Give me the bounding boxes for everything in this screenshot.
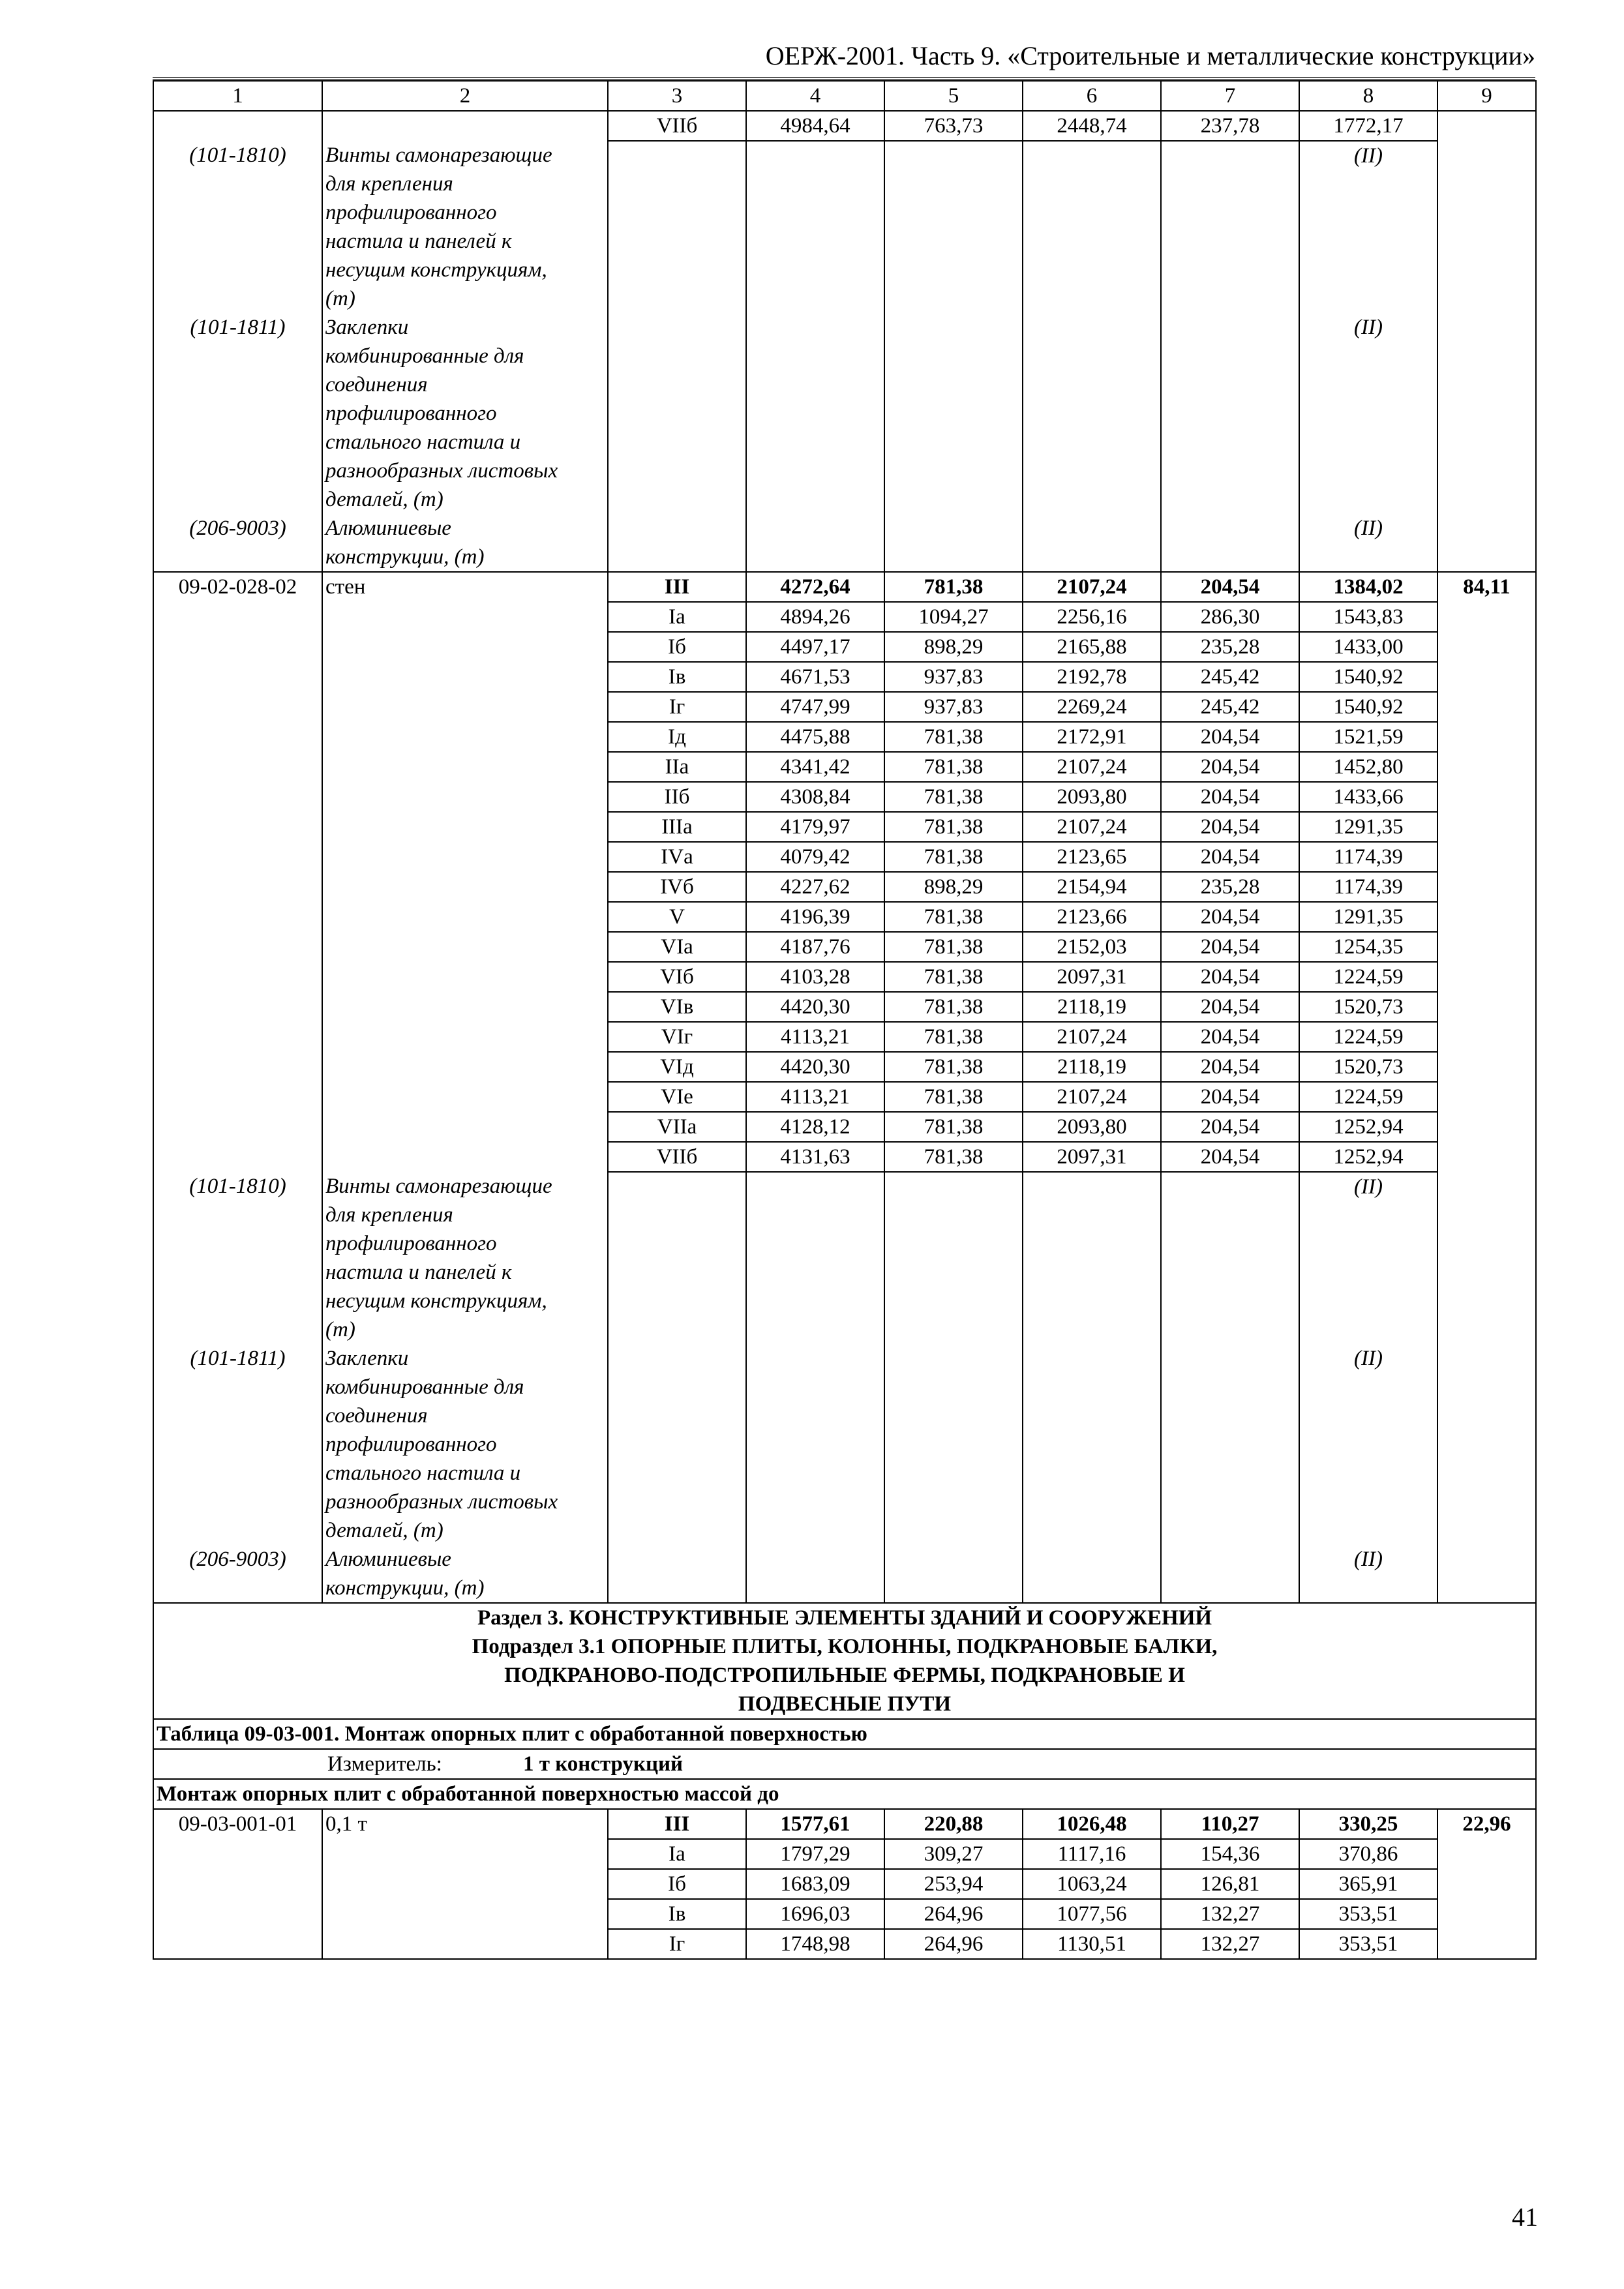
value-cell: 1254,35 (1299, 932, 1437, 962)
column-number: 4 (746, 81, 884, 111)
zone-cell: Iб (608, 632, 746, 662)
page-header-title: ОЕРЖ-2001. Часть 9. «Строительные и металлические конструкции» (765, 41, 1535, 70)
material-name-line: соединения (325, 1404, 428, 1428)
material-mark: (II) (1299, 1172, 1437, 1344)
empty-cell (1437, 111, 1536, 141)
value-cell: 781,38 (884, 1022, 1023, 1052)
value-cell: 2448,74 (1023, 111, 1161, 141)
empty-cell (1023, 1545, 1161, 1603)
empty-cell (1161, 1545, 1299, 1603)
zone-cell: Iв (608, 1899, 746, 1929)
value-cell: 204,54 (1161, 1112, 1299, 1142)
table-row (153, 111, 1536, 141)
value-cell: 237,78 (1161, 111, 1299, 141)
material-name-line: соединения (325, 373, 428, 396)
section-title-row (153, 1603, 1536, 1719)
material-name (322, 1545, 608, 1603)
value-cell: 2093,80 (1023, 1112, 1161, 1142)
material-name-line: конструкции, (т) (325, 545, 485, 569)
material-name-line: Винты самонарезающие (325, 143, 552, 167)
value-cell: 286,30 (1161, 602, 1299, 632)
value-cell: 132,27 (1161, 1929, 1299, 1959)
value-cell: 1433,66 (1299, 782, 1437, 812)
empty-cell (1161, 313, 1299, 514)
material-code: (101-1810) (153, 141, 322, 313)
value-cell: 4079,42 (746, 842, 884, 872)
value-cell: 937,83 (884, 692, 1023, 722)
material-name-line: деталей, (т) (325, 1519, 444, 1542)
empty-cell (1437, 1545, 1536, 1603)
column-number: 1 (153, 81, 322, 111)
column-number: 6 (1023, 81, 1161, 111)
value-cell: 110,27 (1161, 1809, 1299, 1839)
value-cell: 1452,80 (1299, 752, 1437, 782)
material-name-line: комбинированные для (325, 1375, 524, 1399)
empty-cell (1437, 1172, 1536, 1344)
value-cell: 2192,78 (1023, 662, 1161, 692)
empty-cell (884, 514, 1023, 572)
value-cell: 309,27 (884, 1839, 1023, 1869)
value-cell: 898,29 (884, 632, 1023, 662)
value-cell: 781,38 (884, 932, 1023, 962)
material-mark: (II) (1299, 1344, 1437, 1545)
value-cell: 253,94 (884, 1869, 1023, 1899)
value-cell: 1224,59 (1299, 1082, 1437, 1112)
value-cell: 4420,30 (746, 1052, 884, 1082)
value-cell: 1063,24 (1023, 1869, 1161, 1899)
zone-cell: Iг (608, 1929, 746, 1959)
value-cell: 2256,16 (1023, 602, 1161, 632)
empty-cell (884, 313, 1023, 514)
value-cell: 1077,56 (1023, 1899, 1161, 1929)
empty-cell (608, 313, 746, 514)
section-title-line: ПОДКРАНОВО-ПОДСТРОПИЛЬНЫЕ ФЕРМЫ, ПОДКРАНОВЫЕ И (504, 1664, 1185, 1687)
material-code: (101-1810) (153, 1172, 322, 1344)
material-mark: (II) (1299, 141, 1437, 313)
value-cell: 2107,24 (1023, 752, 1161, 782)
empty-cell (1161, 1344, 1299, 1545)
zone-cell: IIа (608, 752, 746, 782)
material-name-line: (т) (325, 287, 355, 310)
value-cell: 1174,39 (1299, 842, 1437, 872)
page-header (153, 37, 1535, 80)
zone-cell: VIв (608, 992, 746, 1022)
material-name-line: стального настила и (325, 1461, 521, 1485)
subheading-row (153, 1779, 1536, 1809)
table-row (153, 1809, 1536, 1839)
value-cell: 1224,59 (1299, 1022, 1437, 1052)
zone-cell: VIе (608, 1082, 746, 1112)
material-code: (206-9003) (153, 514, 322, 572)
material-mark: (II) (1299, 1545, 1437, 1603)
value-cell: 1433,00 (1299, 632, 1437, 662)
table-title: Таблица 09-03-001. Монтаж опорных плит с обработанной поверхностью (153, 1719, 1536, 1749)
zone-cell: VIд (608, 1052, 746, 1082)
value-cell: 370,86 (1299, 1839, 1437, 1869)
material-name-line: разнообразных листовых (325, 1490, 558, 1514)
table-title-row (153, 1719, 1536, 1749)
value-cell: 204,54 (1161, 992, 1299, 1022)
material-name-line: деталей, (т) (325, 488, 444, 511)
value-cell: 204,54 (1161, 722, 1299, 752)
material-name-line: комбинированные для (325, 344, 524, 368)
column-number: 7 (1161, 81, 1299, 111)
value-cell: 4113,21 (746, 1022, 884, 1052)
value-cell: 204,54 (1161, 902, 1299, 932)
empty-cell (1437, 313, 1536, 514)
material-code: (101-1811) (153, 313, 322, 514)
zone-cell: VIб (608, 962, 746, 992)
value-cell: 204,54 (1161, 962, 1299, 992)
value-cell: 4341,42 (746, 752, 884, 782)
page-number: 41 (1512, 2202, 1538, 2232)
value-cell: 353,51 (1299, 1929, 1437, 1959)
value-cell: 781,38 (884, 992, 1023, 1022)
value-cell: 781,38 (884, 962, 1023, 992)
zone-cell: VIIб (608, 111, 746, 141)
zone-cell: Iг (608, 692, 746, 722)
value-cell: 2123,66 (1023, 902, 1161, 932)
value-cell: 1540,92 (1299, 692, 1437, 722)
value-cell: 132,27 (1161, 1899, 1299, 1929)
value-cell: 154,36 (1161, 1839, 1299, 1869)
value-cell: 4227,62 (746, 872, 884, 902)
zone-cell: VIа (608, 932, 746, 962)
empty-cell (1161, 1172, 1299, 1344)
value-cell: 1094,27 (884, 602, 1023, 632)
empty-cell (1023, 313, 1161, 514)
empty-cell (1023, 1344, 1161, 1545)
empty-cell (884, 141, 1023, 313)
rate-total: 22,96 (1437, 1809, 1536, 1959)
measure-value: 1 т конструкций (523, 1752, 684, 1776)
zone-cell: III (608, 572, 746, 602)
value-cell: 365,91 (1299, 1869, 1437, 1899)
value-cell: 4497,17 (746, 632, 884, 662)
material-code: (206-9003) (153, 1545, 322, 1603)
value-cell: 2107,24 (1023, 1082, 1161, 1112)
material-name-line: Алюминиевые (325, 516, 451, 540)
rate-code: 09-03-001-01 (153, 1809, 322, 1959)
value-cell: 1384,02 (1299, 572, 1437, 602)
material-name (322, 1172, 608, 1344)
empty-cell (746, 1545, 884, 1603)
empty-cell (608, 514, 746, 572)
value-cell: 1683,09 (746, 1869, 884, 1899)
empty-cell (1161, 514, 1299, 572)
zone-cell: IIIа (608, 812, 746, 842)
material-name (322, 313, 608, 514)
material-name-line: профилированного (325, 402, 497, 425)
material-name-line: профилированного (325, 201, 497, 224)
material-name (322, 141, 608, 313)
zone-cell: Iв (608, 662, 746, 692)
value-cell: 204,54 (1161, 1082, 1299, 1112)
material-name-line: несущим конструкциям, (325, 1289, 547, 1313)
value-cell: 781,38 (884, 722, 1023, 752)
measure-row (153, 1749, 1536, 1779)
value-cell: 2269,24 (1023, 692, 1161, 722)
value-cell: 2152,03 (1023, 932, 1161, 962)
material-row (153, 514, 1536, 572)
value-cell: 4475,88 (746, 722, 884, 752)
empty-cell (608, 1172, 746, 1344)
column-number: 8 (1299, 81, 1437, 111)
empty-cell (1437, 1344, 1536, 1545)
material-name-line: Заклепки (325, 1347, 409, 1370)
value-cell: 204,54 (1161, 572, 1299, 602)
value-cell: 264,96 (884, 1899, 1023, 1929)
value-cell: 1252,94 (1299, 1112, 1437, 1142)
value-cell: 4420,30 (746, 992, 884, 1022)
material-name-line: (т) (325, 1318, 355, 1341)
value-cell: 2123,65 (1023, 842, 1161, 872)
material-name (322, 1344, 608, 1545)
material-name-line: конструкции, (т) (325, 1576, 485, 1600)
empty-cell (153, 111, 322, 141)
value-cell: 781,38 (884, 902, 1023, 932)
zone-cell: Iа (608, 602, 746, 632)
value-cell: 2107,24 (1023, 1022, 1161, 1052)
section-title-line: Подраздел 3.1 ОПОРНЫЕ ПЛИТЫ, КОЛОННЫ, ПОДКРАНОВЫЕ БАЛКИ, (472, 1635, 1218, 1658)
value-cell: 330,25 (1299, 1809, 1437, 1839)
value-cell: 1543,83 (1299, 602, 1437, 632)
value-cell: 1117,16 (1023, 1839, 1161, 1869)
empty-cell (884, 1172, 1023, 1344)
value-cell: 4984,64 (746, 111, 884, 141)
empty-cell (608, 141, 746, 313)
column-number: 5 (884, 81, 1023, 111)
value-cell: 4671,53 (746, 662, 884, 692)
empty-cell (322, 111, 608, 141)
empty-cell (1437, 141, 1536, 313)
value-cell: 4113,21 (746, 1082, 884, 1112)
column-number: 3 (608, 81, 746, 111)
material-name (322, 514, 608, 572)
measure-label: Измеритель: (327, 1752, 442, 1776)
value-cell: 1520,73 (1299, 992, 1437, 1022)
empty-cell (1023, 514, 1161, 572)
material-name-line: разнообразных листовых (325, 459, 558, 483)
rate-code: 09-02-028-02 (153, 572, 322, 1172)
value-cell: 781,38 (884, 812, 1023, 842)
zone-cell: III (608, 1809, 746, 1839)
empty-cell (1023, 141, 1161, 313)
value-cell: 781,38 (884, 1052, 1023, 1082)
value-cell: 1521,59 (1299, 722, 1437, 752)
material-row (153, 1344, 1536, 1545)
material-name-line: настила и панелей к (325, 1261, 512, 1284)
empty-cell (746, 514, 884, 572)
material-name-line: Заклепки (325, 316, 409, 339)
value-cell: 220,88 (884, 1809, 1023, 1839)
material-name-line: для крепления (325, 172, 453, 196)
material-name-line: профилированного (325, 1433, 497, 1456)
value-cell: 204,54 (1161, 1022, 1299, 1052)
subheading: Монтаж опорных плит с обработанной поверхностью массой до (153, 1779, 1536, 1809)
value-cell: 2107,24 (1023, 812, 1161, 842)
value-cell: 1696,03 (746, 1899, 884, 1929)
column-number: 2 (322, 81, 608, 111)
zone-cell: IVб (608, 872, 746, 902)
material-name-line: Винты самонарезающие (325, 1174, 552, 1198)
table-row (153, 572, 1536, 602)
value-cell: 1130,51 (1023, 1929, 1161, 1959)
material-row (153, 141, 1536, 313)
zone-cell: Iд (608, 722, 746, 752)
empty-cell (608, 1545, 746, 1603)
zone-cell: Iа (608, 1839, 746, 1869)
value-cell: 2165,88 (1023, 632, 1161, 662)
zone-cell: IIб (608, 782, 746, 812)
value-cell: 204,54 (1161, 782, 1299, 812)
value-cell: 204,54 (1161, 842, 1299, 872)
zone-cell: Iб (608, 1869, 746, 1899)
value-cell: 245,42 (1161, 692, 1299, 722)
value-cell: 2172,91 (1023, 722, 1161, 752)
rate-total: 84,11 (1437, 572, 1536, 1172)
value-cell: 1797,29 (746, 1839, 884, 1869)
value-cell: 204,54 (1161, 1142, 1299, 1172)
section-title (153, 1603, 1536, 1719)
empty-cell (1023, 1172, 1161, 1344)
material-code: (101-1811) (153, 1344, 322, 1545)
value-cell: 4196,39 (746, 902, 884, 932)
zone-cell: VIIб (608, 1142, 746, 1172)
material-mark: (II) (1299, 514, 1437, 572)
value-cell: 353,51 (1299, 1899, 1437, 1929)
value-cell: 4747,99 (746, 692, 884, 722)
value-cell: 1224,59 (1299, 962, 1437, 992)
value-cell: 2107,24 (1023, 572, 1161, 602)
value-cell: 2154,94 (1023, 872, 1161, 902)
value-cell: 4103,28 (746, 962, 884, 992)
value-cell: 781,38 (884, 572, 1023, 602)
value-cell: 235,28 (1161, 872, 1299, 902)
empty-cell (884, 1344, 1023, 1545)
value-cell: 2118,19 (1023, 992, 1161, 1022)
value-cell: 204,54 (1161, 1052, 1299, 1082)
value-cell: 1748,98 (746, 1929, 884, 1959)
value-cell: 2118,19 (1023, 1052, 1161, 1082)
rate-name: стен (322, 572, 608, 1172)
value-cell: 204,54 (1161, 932, 1299, 962)
value-cell: 781,38 (884, 752, 1023, 782)
value-cell: 4894,26 (746, 602, 884, 632)
value-cell: 126,81 (1161, 1869, 1299, 1899)
empty-cell (746, 1172, 884, 1344)
value-cell: 4179,97 (746, 812, 884, 842)
value-cell: 781,38 (884, 1142, 1023, 1172)
empty-cell (608, 1344, 746, 1545)
value-cell: 2097,31 (1023, 1142, 1161, 1172)
zone-cell: VIIа (608, 1112, 746, 1142)
value-cell: 2097,31 (1023, 962, 1161, 992)
empty-cell (746, 313, 884, 514)
empty-cell (884, 1545, 1023, 1603)
material-name-line: Алюминиевые (325, 1548, 451, 1571)
section-title-line: ПОДВЕСНЫЕ ПУТИ (738, 1692, 952, 1716)
value-cell: 1520,73 (1299, 1052, 1437, 1082)
value-cell: 1252,94 (1299, 1142, 1437, 1172)
value-cell: 204,54 (1161, 752, 1299, 782)
value-cell: 4308,84 (746, 782, 884, 812)
value-cell: 264,96 (884, 1929, 1023, 1959)
value-cell: 2093,80 (1023, 782, 1161, 812)
material-row (153, 313, 1536, 514)
value-cell: 4272,64 (746, 572, 884, 602)
section-title-line: Раздел 3. КОНСТРУКТИВНЫЕ ЭЛЕМЕНТЫ ЗДАНИЙ И СООРУЖЕНИЙ (477, 1606, 1212, 1630)
value-cell: 4187,76 (746, 932, 884, 962)
material-name-line: стального настила и (325, 430, 521, 454)
value-cell: 1772,17 (1299, 111, 1437, 141)
value-cell: 898,29 (884, 872, 1023, 902)
empty-cell (1161, 141, 1299, 313)
rate-name: 0,1 т (322, 1809, 608, 1959)
material-row (153, 1545, 1536, 1603)
empty-cell (1437, 514, 1536, 572)
value-cell: 204,54 (1161, 812, 1299, 842)
value-cell: 781,38 (884, 1112, 1023, 1142)
material-name-line: настила и панелей к (325, 230, 512, 253)
zone-cell: V (608, 902, 746, 932)
column-number-row (153, 81, 1536, 111)
value-cell: 1026,48 (1023, 1809, 1161, 1839)
zone-cell: VIг (608, 1022, 746, 1052)
empty-cell (746, 1344, 884, 1545)
material-name-line: для крепления (325, 1203, 453, 1227)
value-cell: 4131,63 (746, 1142, 884, 1172)
zone-cell: IVа (608, 842, 746, 872)
column-number: 9 (1437, 81, 1536, 111)
value-cell: 1174,39 (1299, 872, 1437, 902)
value-cell: 245,42 (1161, 662, 1299, 692)
value-cell: 235,28 (1161, 632, 1299, 662)
value-cell: 1291,35 (1299, 902, 1437, 932)
material-row (153, 1172, 1536, 1344)
measure (153, 1749, 1536, 1779)
value-cell: 781,38 (884, 782, 1023, 812)
value-cell: 4128,12 (746, 1112, 884, 1142)
value-cell: 763,73 (884, 111, 1023, 141)
value-cell: 1540,92 (1299, 662, 1437, 692)
rates-table (153, 80, 1537, 1960)
material-name-line: профилированного (325, 1232, 497, 1255)
value-cell: 1577,61 (746, 1809, 884, 1839)
value-cell: 781,38 (884, 842, 1023, 872)
empty-cell (746, 141, 884, 313)
material-name-line: несущим конструкциям, (325, 258, 547, 282)
value-cell: 937,83 (884, 662, 1023, 692)
material-mark: (II) (1299, 313, 1437, 514)
value-cell: 781,38 (884, 1082, 1023, 1112)
value-cell: 1291,35 (1299, 812, 1437, 842)
